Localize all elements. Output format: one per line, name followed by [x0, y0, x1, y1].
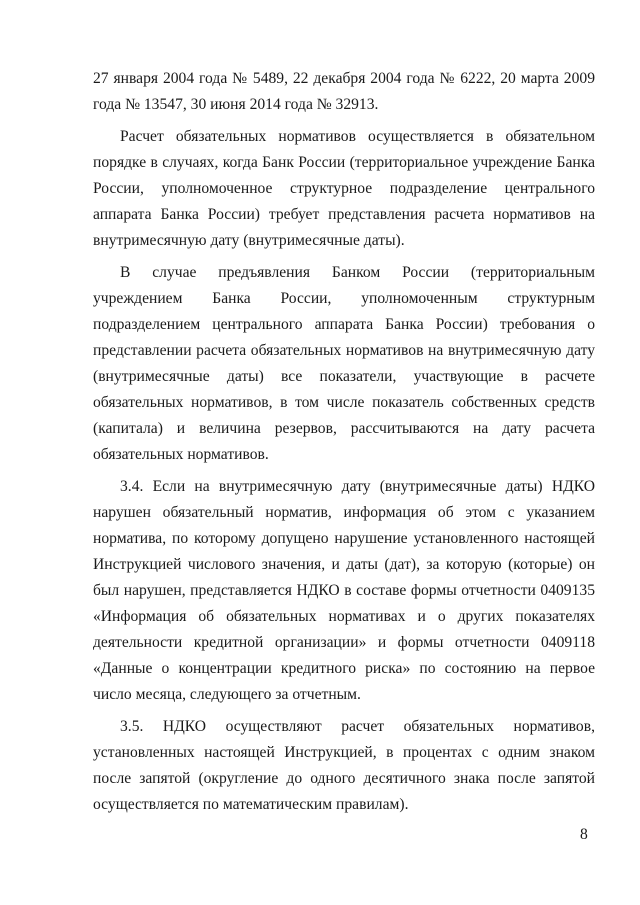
paragraph-section-3-4: 3.4. Если на внутримесячную дату (внутримесячные даты) НДКО нарушен обязательный норматив, информация об этом с указанием норматива, по которому допущено нарушение установленного настоящей Инструкцией числового значения, и даты (дат), за которую (которые) он был нарушен, представляется НДКО в составе формы отчетности 0409135 «Информация об обязательных нормативах и о других показателях деятельности кредитной организации» и формы отчетности 0409118 «Данные о концентрации кредитного риска» по состоянию на первое число месяца, следующего за отчетным. [93, 478, 595, 703]
paragraph-section-3-5: 3.5. НДКО осуществляют расчет обязательных нормативов, установленных настоящей Инструкцией, в процентах с одним знаком после запятой (округление до одного десятичного знака после запятой осуществляется по математическим правилам). [93, 718, 595, 813]
paragraph-bank-request: В случае предъявления Банком России (территориальным учреждением Банка России, уполномоченным структурным подразделением центрального аппарата Банка России) требования о представлении расчета обязательных нормативов на внутримесячную дату (внутримесячные даты) все показатели, участвующие в расчете обязательных нормативов, в том числе показатель собственных средств (капитала) и величина резервов, рассчитываются на дату расчета обязательных нормативов. [93, 264, 595, 463]
document-body [93, 66, 595, 824]
paragraph-continuation: 27 января 2004 года № 5489, 22 декабря 2004 года № 6222, 20 марта 2009 года № 13547, 30 июня 2014 года № 32913. [93, 70, 595, 113]
page-number: 8 [580, 826, 588, 843]
paragraph-calculation-obligatory: Расчет обязательных нормативов осуществляется в обязательном порядке в случаях, когда Банк России (территориальное учреждение Банка России, уполномоченное структурное подразделение центрального аппарата Банка России) требует представления расчета нормативов на внутримесячную дату (внутримесячные даты). [93, 128, 595, 249]
